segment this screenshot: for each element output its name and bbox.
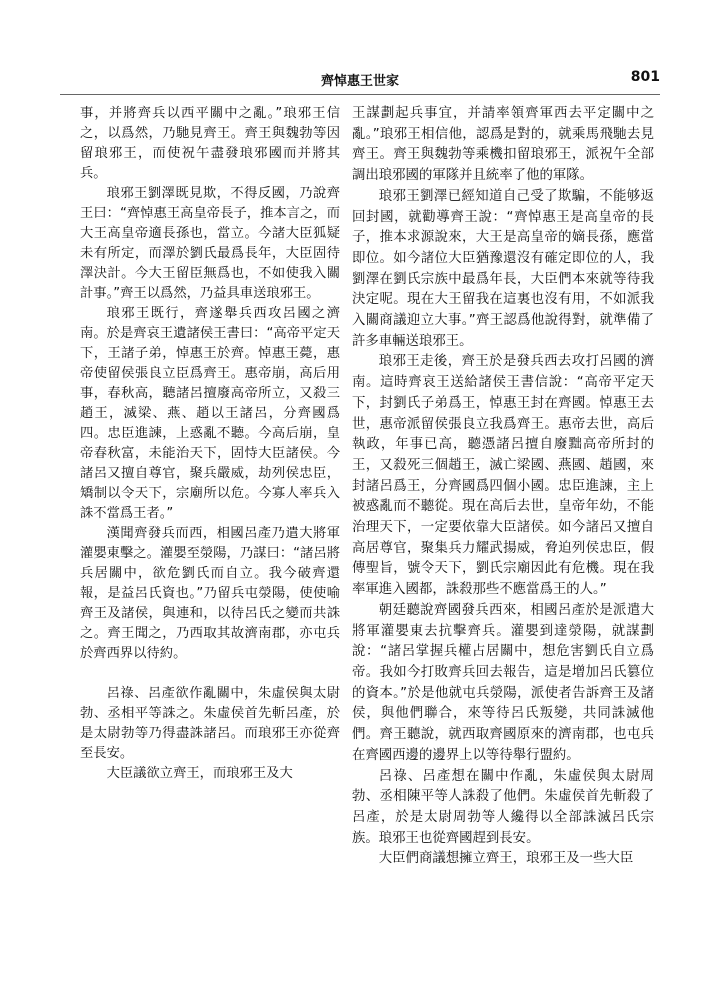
translation-paragraph: 琅邪王走後，齊王於是發兵西去攻打呂國的濟南。這時齊哀王送給諸侯王書信說：“高帝平定天下，封劉氏子弟爲王，悼惠王封在齊國。悼惠王去世，惠帝派留侯張良立我爲齊王。惠帝去世，高后執政，年事已高，聽憑諸呂擅自廢黜高帝所封的王，又殺死三個趙王，滅亡梁國、燕國、趙國，來封諸呂爲王，分齊國爲四個小國。忠臣進諫，主上被惑亂而不聽從。現在高后去世，皇帝年幼，不能治理天下，一定要依靠大臣諸侯。如今諸呂又擅自高居尊官，聚集兵力耀武揚威，脅迫列侯忠臣，假傳聖旨，號令天下，劉氏宗廟因此有危機。現在我率軍進入國都，誅殺那些不應當爲王的人。”: [352, 354, 654, 598]
translation-paragraph: 大臣們商議想擁立齊王，琅邪王及一些大臣: [378, 851, 634, 867]
classical-text-column: [80, 104, 340, 984]
translation-paragraph: 呂祿、呂產想在關中作亂，朱虛侯與太尉周勃、丞相陳平等人誅殺了他們。朱虛侯首先斬殺了呂產，於是太尉周勃等人纔得以全部誅滅呂氏宗族。琅邪王也從齊國趕到長安。: [352, 768, 654, 846]
running-header: [60, 66, 660, 95]
page-number: 801: [630, 69, 660, 85]
translation-column: [352, 104, 654, 984]
chapter-title: 齊悼惠王世家: [320, 74, 399, 89]
translation-paragraph: 琅邪王劉澤已經知道自己受了欺騙，不能够返回封國，就勸導齊王說：“齊悼惠王是高皇帝的長子，推本求源說來，大王是高皇帝的嫡長孫，應當即位。如今諸位大臣猶豫還沒有確定即位的人，我劉澤在劉氏宗族中最爲年長，大臣們本來就等待我決定呢。現在大王留我在這裏也沒有用，不如派我入關商議迎立大事。”齊王認爲他說得對，就準備了許多車輛送琅邪王。: [352, 188, 654, 349]
translation-paragraph: 王謀劃起兵事宜，并請率領齊軍西去平定關中之亂。”琅邪王相信他，認爲是對的，就乘馬飛馳去見齊王。齊王與魏勃等乘機扣留琅邪王，派祝午全部調出琅邪國的軍隊并且統率了他的軍隊。: [352, 106, 654, 184]
translation-paragraph: 朝廷聽說齊國發兵西來，相國呂產於是派遣大將軍灌嬰東去抗擊齊兵。灌嬰到達滎陽，就謀劃說：“諸呂掌握兵權占居關中，想危害劉氏自立爲帝。我如今打敗齊兵回去報告，這是增加呂氏篡位的資本。”於是他就屯兵滎陽，派使者告訴齊王及諸侯，與他們聯合，來等待呂氏叛變，共同誅滅他們。齊王聽說，就西取齊國原來的濟南郡，也屯兵在齊國西邊的邊界上以等待舉行盟約。: [352, 602, 654, 763]
classical-paragraph: 大臣議欲立齊王，而琅邪王及大: [106, 766, 293, 781]
classical-paragraph: 漢聞齊發兵而西，相國呂產乃遣大將軍灌嬰東擊之。灌嬰至滎陽，乃謀曰：“諸呂將兵居關中，欲危劉氏而自立。我今破齊還報，是益呂氏資也。”乃留兵屯滎陽，使使喻齊王及諸侯，與連和，以待呂氏之變而共誅之。齊王聞之，乃西取其故濟南郡，亦屯兵於齊西界以待約。: [80, 526, 340, 661]
classical-paragraph: 琅邪王既行，齊遂舉兵西攻呂國之濟南。於是齊哀王遺諸侯王書曰：“高帝平定天下，王諸子弟，悼惠王於齊。悼惠王薨，惠帝使留侯張良立臣爲齊王。惠帝崩，高后用事，春秋高，聽諸呂擅廢高帝所立，又殺三趙王，滅梁、燕、趙以王諸呂，分齊國爲四。忠臣進諫，上惑亂不聽。今高后崩，皇帝春秋富，未能治天下，固恃大臣諸侯。今諸呂又擅自尊官，聚兵嚴威，劫列侯忠臣，矯制以令天下，宗廟所以危。今寡人率兵入誅不當爲王者。”: [80, 306, 340, 521]
classical-paragraph: 琅邪王劉澤既見欺，不得反國，乃說齊王曰：“齊悼惠王高皇帝長子，推本言之，而大王高皇帝適長孫也，當立。今諸大臣狐疑未有所定，而澤於劉氏最爲長年，大臣固待澤決計。今大王留臣無爲也，不如使我入關計事。”齊王以爲然，乃益具車送琅邪王。: [80, 186, 340, 301]
classical-paragraph: 呂祿、呂產欲作亂關中，朱虛侯與太尉勃、丞相平等誅之。朱虛侯首先斬呂產，於是太尉勃等乃得盡誅諸呂。而琅邪王亦從齊至長安。: [80, 686, 340, 761]
classical-paragraph: 事，并將齊兵以西平關中之亂。”琅邪王信之，以爲然，乃馳見齊王。齊王與魏勃等因留琅邪王，而使祝午盡發琅邪國而并將其兵。: [80, 106, 340, 181]
